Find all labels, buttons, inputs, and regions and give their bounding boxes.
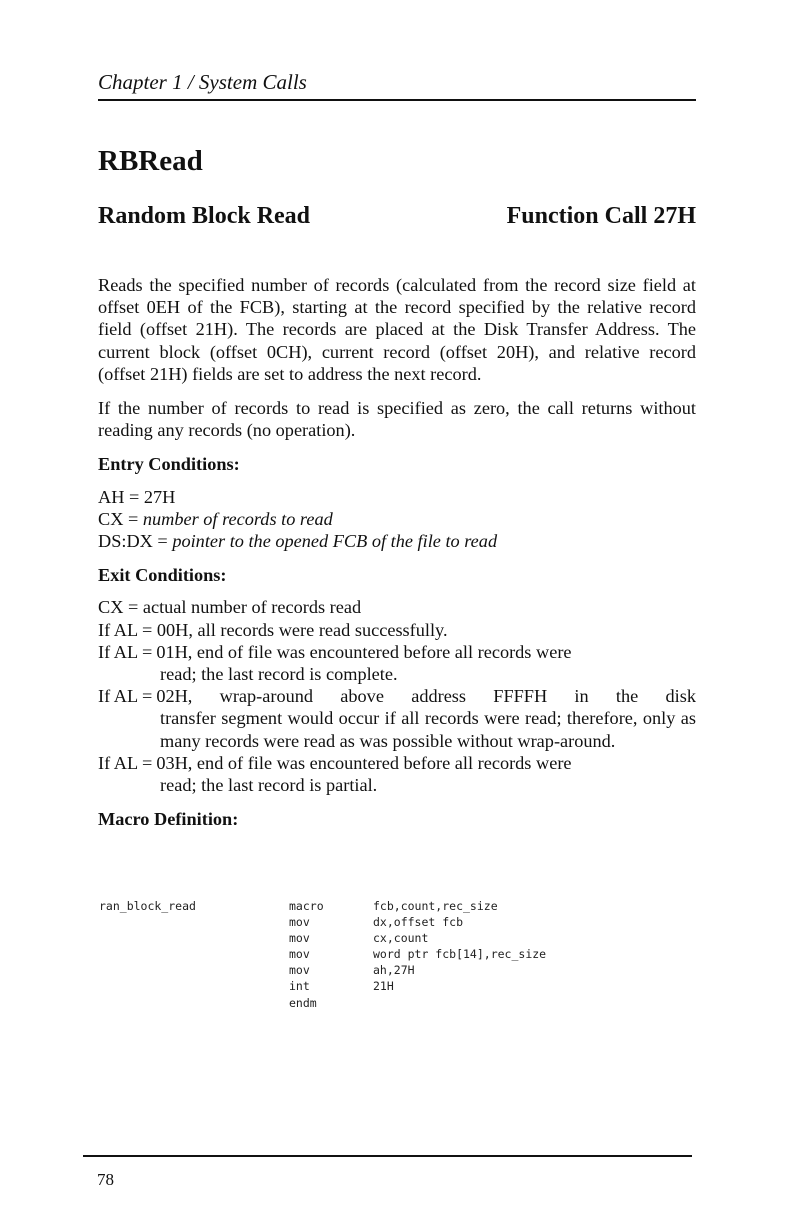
exit-case (98, 619, 696, 641)
code-label (99, 995, 289, 1011)
body-text (98, 274, 696, 830)
code-operand: cx,count (373, 931, 429, 946)
code-label (99, 946, 289, 962)
code-line (99, 914, 659, 930)
exit-case (98, 752, 696, 796)
macro-definition-heading: Macro Definition: (98, 809, 239, 830)
description-paragraph: Reads the specified number of records (calculated from the record size field at offset 0EH of the FCB), starting at the record specified by the relative record field (offset 21H). The records are placed at the Disk Transfer Address. The current block (offset 0CH), current record (offset 20H), and relative record (offset 21H) fields are set to address the next record. (98, 275, 696, 384)
exit-conditions (98, 596, 696, 796)
code-label (99, 930, 289, 946)
exit-case-text: 03H, end of file was encountered before all records were (156, 752, 572, 773)
code-line (99, 898, 659, 914)
entry-line (98, 508, 696, 530)
page-number: 78 (97, 1170, 114, 1189)
exit-case-label: If AL = (98, 752, 153, 773)
code-line (99, 946, 659, 962)
code-op: mov (289, 947, 310, 962)
code-op: macro (289, 899, 324, 913)
entry-value: 27H (143, 486, 176, 507)
entry-label: CX = (98, 508, 143, 529)
footer-rule (83, 1155, 692, 1157)
exit-case (98, 641, 696, 685)
function-name: Random Block Read (98, 203, 311, 229)
code-line (99, 930, 659, 946)
code-op: mov (289, 963, 310, 978)
entry-label: AH = (98, 486, 144, 507)
entry-conditions (98, 486, 696, 553)
header-rule (98, 99, 696, 101)
code-operand: dx,offset fcb (373, 915, 464, 930)
code-label (99, 978, 289, 994)
exit-case-label: If AL = (98, 641, 153, 662)
page-title: RBRead (98, 145, 203, 177)
function-call-number: Function Call 27H (506, 203, 696, 229)
exit-case-continuation: read; the last record is complete. (160, 664, 398, 685)
exit-case-text: 02H, wrap-around above address FFFFH in the disk (156, 686, 696, 707)
entry-label: DS:DX = (98, 531, 173, 552)
code-line (99, 995, 659, 1011)
macro-code-listing (99, 898, 659, 1011)
code-operand: fcb,count,rec_size (373, 899, 498, 913)
code-label: ran_block_read (99, 899, 196, 913)
exit-case-continuation: transfer segment would occur if all records were read; therefore, only as many records were read as was possible without wrap-around. (160, 708, 696, 751)
exit-case-continuation: read; the last record is partial. (160, 775, 378, 796)
code-op: endm (289, 995, 317, 1010)
code-line (99, 978, 659, 994)
exit-cx-line: CX = actual number of records read (98, 597, 362, 618)
exit-case (98, 685, 696, 752)
zero-records-paragraph: If the number of records to read is specified as zero, the call returns without reading any records (no operation). (98, 398, 696, 441)
code-operand: 21H (373, 979, 394, 994)
exit-case-label: If AL = (98, 686, 153, 707)
code-operand: word ptr fcb[14],rec_size (373, 947, 547, 962)
entry-line (98, 530, 696, 552)
entry-value: pointer to the opened FCB of the file to read (172, 531, 498, 552)
exit-conditions-heading: Exit Conditions: (98, 565, 227, 586)
entry-value: number of records to read (142, 508, 333, 529)
entry-line (98, 486, 696, 508)
code-op: mov (289, 915, 310, 930)
code-label (99, 914, 289, 930)
code-op: int (289, 979, 310, 994)
code-line (99, 962, 659, 978)
exit-case-text: 01H, end of file was encountered before all records were (156, 641, 572, 662)
running-header: Chapter 1 / System Calls (98, 70, 307, 94)
exit-case-text: 00H, all records were read successfully. (156, 619, 448, 640)
code-operand: ah,27H (373, 963, 415, 978)
entry-conditions-heading: Entry Conditions: (98, 454, 240, 475)
code-label (99, 962, 289, 978)
code-op: mov (289, 931, 310, 946)
exit-case-label: If AL = (98, 619, 157, 640)
